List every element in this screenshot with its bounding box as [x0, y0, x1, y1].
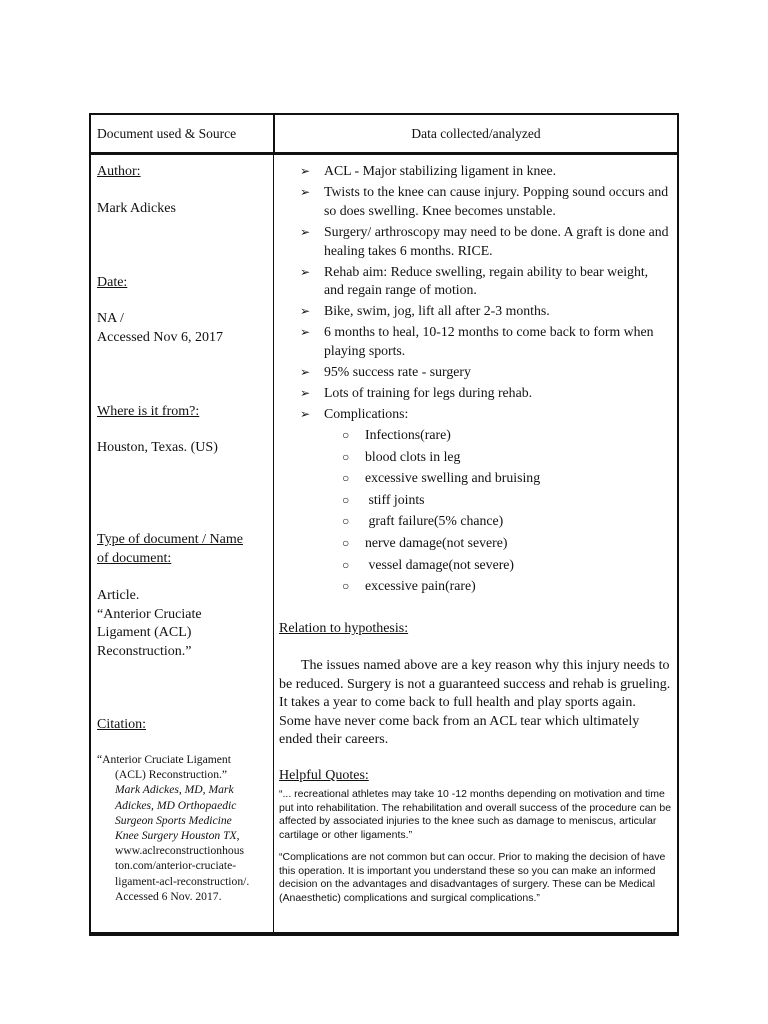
sub-list-item: ○ nerve damage(not severe)	[342, 534, 669, 553]
arrow-bullet-icon: ➢	[300, 164, 311, 178]
header-source: Document used & Source	[97, 126, 237, 141]
relation-label: Relation to hypothesis:	[279, 621, 409, 636]
author-label: Author:	[97, 164, 141, 179]
circle-bullet-icon: ○	[342, 428, 350, 443]
arrow-bullet-icon: ➢	[300, 264, 311, 279]
citation-line: (ACL) Reconstruction.”	[115, 768, 228, 782]
arrow-bullet-icon: ➢	[300, 407, 311, 422]
type-line-3: Ligament (ACL)	[97, 625, 192, 640]
date-line-1: NA /	[97, 311, 124, 326]
where-label: Where is it from?:	[97, 404, 200, 419]
circle-bullet-icon: ○	[342, 514, 350, 529]
author-value: Mark Adickes	[97, 201, 176, 216]
research-table	[89, 113, 679, 936]
list-item: ➢ Surgery/ arthroscopy may need to be done. A graft is done and healing takes 6 months. RICE.	[300, 223, 669, 258]
citation-line: Accessed 6 Nov. 2017.	[115, 889, 222, 903]
bottom-border	[91, 932, 677, 935]
citation-label: Citation:	[97, 717, 146, 732]
sub-list-item: ○ Infections(rare)	[342, 426, 669, 445]
type-label-1: Type of document / Name	[97, 532, 243, 547]
arrow-bullet-icon: ➢	[300, 184, 311, 199]
circle-bullet-icon: ○	[342, 579, 350, 594]
sub-list-item: ○ blood clots in leg	[342, 448, 669, 467]
list-item: ➢ Lots of training for legs during rehab.	[294, 384, 669, 403]
circle-bullet-icon: ○	[342, 471, 350, 486]
citation-line: Mark Adickes, MD, Mark	[115, 783, 234, 797]
list-item: ➢ 95% success rate - surgery	[294, 363, 669, 382]
citation-line: www.aclreconstructionhous	[115, 844, 244, 858]
citation-line: ton.com/anterior-cruciate-	[115, 859, 237, 873]
sub-list-item: ○ graft failure(5% chance)	[342, 512, 669, 531]
arrow-bullet-icon: ➢	[300, 365, 311, 380]
citation-line: “Anterior Cruciate Ligament	[97, 753, 231, 766]
arrow-bullet-icon: ➢	[300, 325, 311, 340]
list-item: ➢ Twists to the knee can cause injury. Popping sound occurs and so does swelling. Knee becomes unstable.	[300, 183, 669, 218]
citation	[97, 752, 271, 904]
list-item: ➢ Complications:	[294, 405, 669, 424]
type-line-2: “Anterior Cruciate	[97, 607, 202, 622]
arrow-bullet-icon: ➢	[300, 224, 311, 239]
table-header-row	[91, 115, 677, 155]
header-data: Data collected/analyzed	[411, 126, 541, 141]
citation-line: Adickes, MD Orthopaedic	[115, 798, 237, 812]
list-item: ➢ 6 months to heal, 10-12 months to come back to form when playing sports.	[300, 324, 654, 359]
sub-list-item: ○ excessive pain(rare)	[342, 577, 669, 596]
findings-list	[294, 162, 669, 599]
list-item: ➢ ACL - Major stabilizing ligament in knee.	[294, 162, 669, 181]
circle-bullet-icon: ○	[342, 492, 350, 507]
citation-line: ligament-acl-reconstruction/.	[115, 874, 250, 888]
relation-paragraph: The issues named above are a key reason why this injury needs to be reduced. Surgery is not a guaranteed success and rehab is grueling. It takes a year to come back to full health and play sports again. Some have never come back from an ACL tear which ultimately ended their careers.	[279, 658, 671, 748]
sub-list-item: ○ stiff joints	[342, 491, 669, 510]
quote-2: “Complications are not common but can occur. Prior to making the decision of have this operation. It is important you understand these so you can make an informed decision on the advantages and disadvantages of surgery. These can be Medical (Anaesthetic) complications and surgical complications.”	[279, 851, 666, 904]
date-label: Date:	[97, 275, 128, 290]
type-line-4: Reconstruction.”	[97, 644, 192, 659]
type-label-2: of document:	[97, 551, 172, 566]
arrow-bullet-icon: ➢	[300, 304, 311, 319]
sub-list-item: ○ excessive swelling and bruising	[342, 469, 669, 488]
complications-list	[342, 426, 669, 596]
list-item: ➢ Rehab aim: Reduce swelling, regain ability to bear weight, and regain range of motion.	[300, 263, 649, 298]
circle-bullet-icon: ○	[342, 449, 350, 464]
circle-bullet-icon: ○	[342, 557, 350, 572]
list-item: ➢ Bike, swim, jog, lift all after 2-3 months.	[294, 302, 669, 321]
quotes-label: Helpful Quotes:	[279, 768, 369, 783]
citation-line: Surgeon Sports Medicine	[115, 813, 232, 827]
sub-list-item: ○ vessel damage(not severe)	[342, 556, 669, 575]
citation-line: Knee Surgery Houston TX,	[115, 829, 240, 843]
where-value: Houston, Texas. (US)	[97, 440, 218, 455]
type-line-1: Article.	[97, 588, 140, 603]
date-line-2: Accessed Nov 6, 2017	[97, 330, 223, 345]
column-divider	[273, 115, 274, 934]
quote-1: “... recreational athletes may take 10 -12 months depending on motivation and time put into rehabilitation. The rehabilitation and overall success of the procedure can be affected by associated injuries to the knee such as damage to meniscus, articular cartilage or other ligaments.”	[279, 788, 672, 841]
circle-bullet-icon: ○	[342, 536, 350, 551]
arrow-bullet-icon: ➢	[300, 386, 311, 401]
